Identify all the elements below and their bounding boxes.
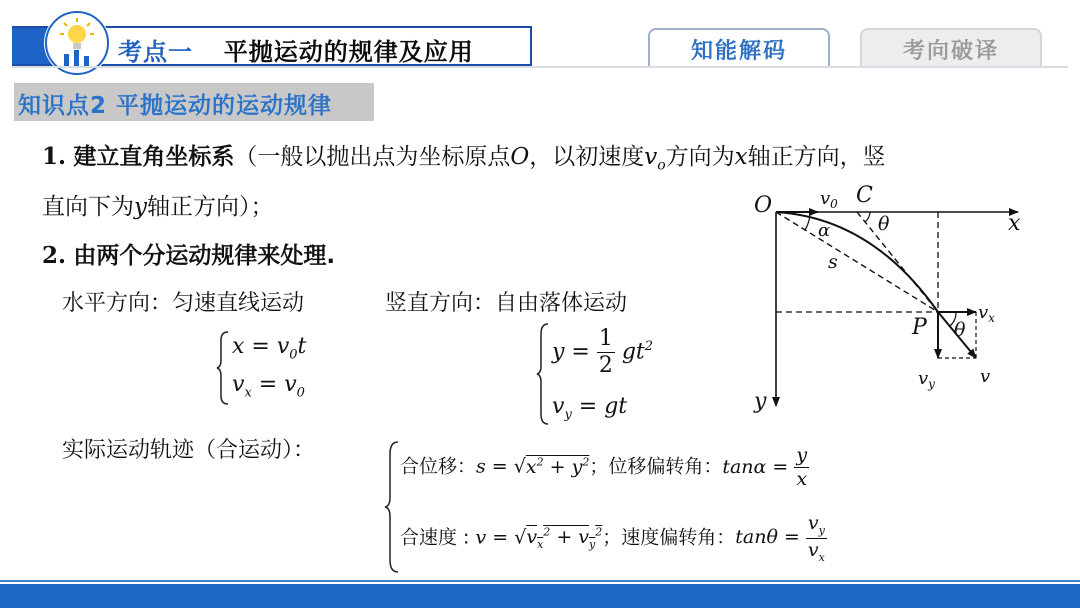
item1-text-b: ，以初速度 (529, 144, 645, 170)
displacement-line (776, 212, 938, 312)
label-theta-p: θ (954, 319, 966, 341)
brace-icon (216, 330, 230, 406)
label-vy: $v_y$ (918, 368, 935, 391)
item1-line2 (42, 192, 274, 222)
eq-vx-v0: $v_x = v_0$ (232, 372, 305, 401)
horizontal-motion-label: 水平方向：匀速直线运动 (62, 291, 305, 316)
item1-text-d: 轴正方向，竖 (747, 144, 886, 170)
item1-line2-a: 直向下为 (42, 194, 134, 220)
velocity-angle-label: ；速度偏转角： (602, 526, 736, 549)
item1-x: x (734, 144, 748, 170)
item1-v-sub: o (657, 157, 666, 174)
item2-number: 2. (42, 242, 67, 269)
item1-v: v (644, 144, 658, 170)
alpha-arc (805, 212, 810, 230)
item1-line1 (42, 142, 886, 181)
combined-motion-label: 实际运动轨迹（合运动）： (62, 438, 316, 463)
eq-vy-gt: $v_y$ = gt (552, 394, 628, 423)
item1-origin: O (510, 144, 530, 170)
tab-knowledge[interactable] (648, 28, 830, 68)
label-p: P (912, 315, 927, 340)
footer-bar (0, 584, 1080, 608)
label-c: C (856, 183, 873, 208)
displacement-angle-label: ；位移偏转角： (589, 455, 723, 478)
header-divider (12, 66, 1068, 68)
item2-heading: 由两个分运动规律来处理. (73, 243, 336, 269)
page-title (118, 32, 474, 67)
projectile-diagram (752, 178, 1028, 414)
velocity-row (400, 514, 827, 563)
eq-velocity: $v = √v_x^2 + v_y^2$ (475, 525, 603, 552)
item1-y: y (134, 194, 147, 220)
theta-arc-c (865, 212, 870, 222)
title-main: 平抛运动的规律及应用 (223, 38, 474, 66)
tab-exam-direction[interactable] (860, 28, 1042, 68)
vertical-motion-label: 竖直方向：自由落体运动 (385, 291, 628, 316)
item1-number: 1. (42, 143, 67, 170)
footer-line (0, 580, 1080, 582)
eq-tan-alpha: tanα = $\frac{y}{x}$ (722, 444, 808, 490)
label-theta-top: θ (878, 213, 890, 235)
label-v: v (980, 366, 991, 387)
eq-displacement: $s = √x^2 + y^2$ (476, 455, 590, 478)
item1-text-a: （一般以抛出点为坐标原点 (234, 144, 511, 170)
eq-tan-theta: tanθ = $\frac{v_y}{v_x}$ (735, 512, 825, 564)
label-alpha: α (818, 220, 831, 241)
brace-icon (384, 440, 400, 574)
eq-y-half-gt2: y = $\frac{1}{2}$ $gt^2$ (552, 326, 654, 378)
velocity-label: 合速度 : (400, 526, 476, 549)
brace-icon (536, 322, 550, 426)
label-x: x (1008, 211, 1021, 236)
displacement-row (400, 446, 809, 489)
item2-line (42, 241, 335, 271)
label-origin: O (754, 193, 773, 218)
tab-knowledge-label: 知能解码 (690, 38, 787, 64)
label-vx: $v_x$ (978, 302, 995, 325)
item1-text-c: 方向为 (665, 144, 735, 170)
label-s: s (828, 251, 838, 273)
item1-heading: 建立直角坐标系 (73, 144, 235, 170)
tab-exam-direction-label: 考向破译 (902, 38, 999, 64)
section-title: 知识点2 平抛运动的运动规律 (14, 83, 374, 121)
label-v0: $v_0$ (820, 188, 838, 211)
label-y: y (754, 389, 767, 414)
item1-line2-b: 轴正方向）； (147, 194, 274, 220)
eq-x-v0t: $x = v_0t$ (232, 334, 307, 363)
displacement-label: 合位移： (400, 455, 477, 478)
title-lead: 考点一 (118, 38, 193, 66)
